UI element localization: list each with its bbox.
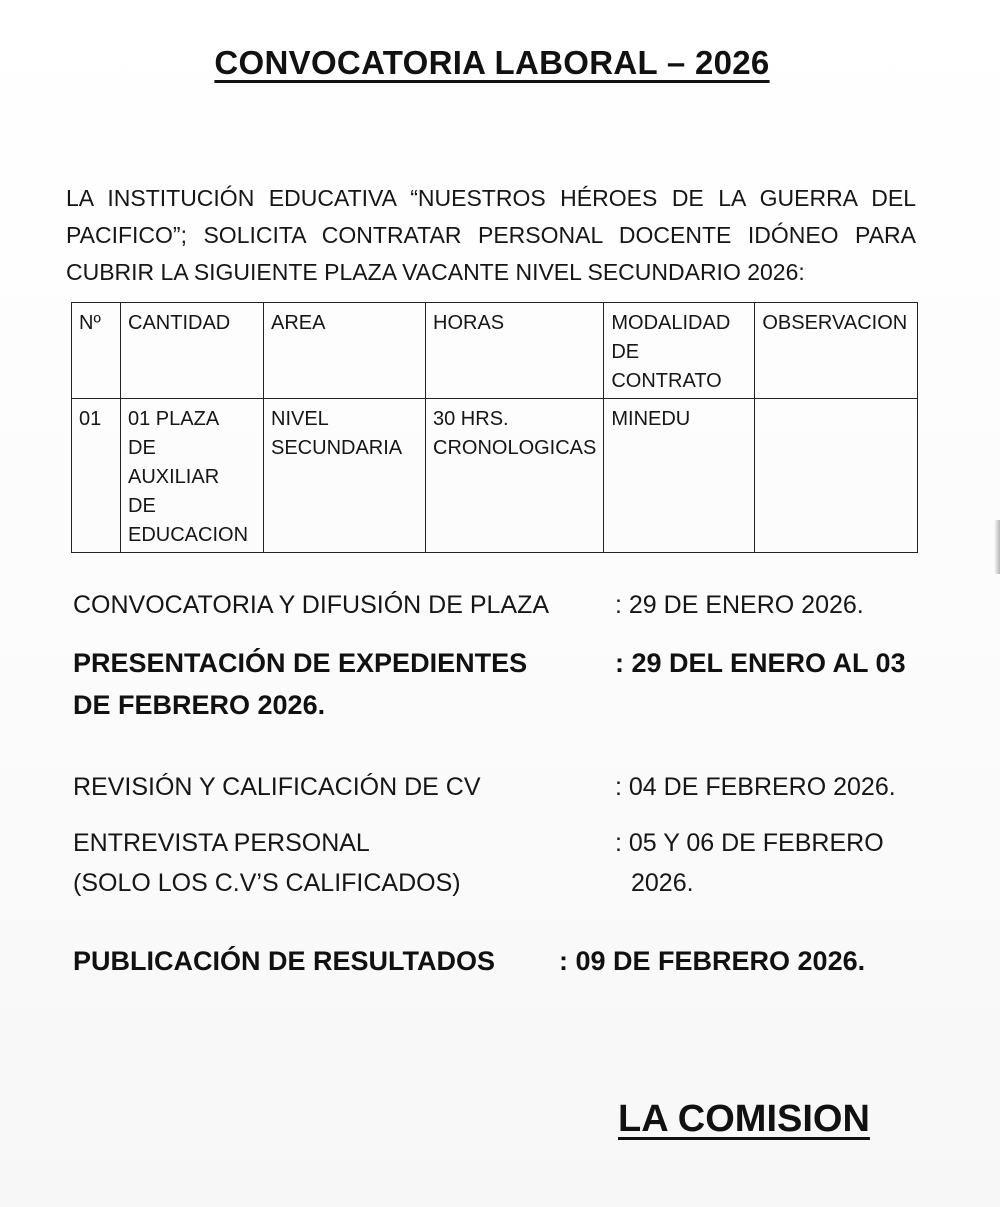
header-observacion: OBSERVACION bbox=[755, 303, 918, 399]
vacancy-table bbox=[71, 302, 918, 553]
schedule-label-continuation: (SOLO LOS C.V’S CALIFICADOS) bbox=[73, 869, 461, 897]
document-title bbox=[0, 44, 984, 82]
schedule-label-continuation: DE FEBRERO 2026. bbox=[73, 690, 326, 720]
document-title-text: CONVOCATORIA LABORAL – 2026 bbox=[214, 44, 770, 81]
schedule-date: : 05 Y 06 DE FEBRERO bbox=[615, 829, 884, 857]
cell-cantidad-text: 01 PLAZA DE AUXILIAR DE EDUCACION bbox=[128, 408, 249, 546]
schedule-date: : 29 DEL ENERO AL 03 bbox=[615, 648, 906, 678]
schedule-date-continuation: 2026. bbox=[631, 869, 694, 897]
cell-modalidad: MINEDU bbox=[604, 399, 755, 553]
cell-horas: 30 HRS. CRONOLOGICAS bbox=[426, 399, 604, 553]
cell-area bbox=[264, 399, 426, 553]
cell-no: 01 bbox=[72, 399, 121, 553]
header-area: AREA bbox=[264, 303, 426, 399]
table-header-row bbox=[72, 303, 918, 399]
header-horas: HORAS bbox=[426, 303, 604, 399]
schedule-label: PUBLICACIÓN DE RESULTADOS bbox=[73, 946, 496, 976]
schedule-label: REVISIÓN Y CALIFICACIÓN DE CV bbox=[73, 773, 481, 801]
schedule-date: : 04 DE FEBRERO 2026. bbox=[615, 773, 896, 801]
intro-paragraph: LA INSTITUCIÓN EDUCATIVA “NUESTROS HÉROES DE LA GUERRA DEL PACIFICO”; SOLICITA CONTRATAR PERSONAL DOCENTE IDÓNEO PARA CUBRIR LA SIGUIENTE PLAZA VACANTE NIVEL SECUNDARIO 2026: bbox=[66, 185, 916, 285]
cell-area-text: NIVEL SECUNDARIA bbox=[271, 408, 403, 459]
schedule-date: : 29 DE ENERO 2026. bbox=[615, 591, 864, 619]
signature-committee: LA COMISION bbox=[618, 1098, 870, 1140]
schedule-label: CONVOCATORIA Y DIFUSIÓN DE PLAZA bbox=[73, 591, 550, 619]
schedule-label: ENTREVISTA PERSONAL bbox=[73, 829, 370, 857]
header-modalidad-text: MODALIDAD DE CONTRATO bbox=[611, 312, 731, 392]
table-row bbox=[72, 399, 918, 553]
schedule-label: PRESENTACIÓN DE EXPEDIENTES bbox=[73, 648, 528, 678]
cell-cantidad bbox=[121, 399, 264, 553]
cell-observacion bbox=[755, 399, 918, 553]
schedule-date: : 09 DE FEBRERO 2026. bbox=[559, 946, 866, 976]
header-cantidad: CANTIDAD bbox=[121, 303, 264, 399]
header-modalidad bbox=[604, 303, 755, 399]
header-no: Nº bbox=[72, 303, 121, 399]
paper-edge-shadow bbox=[994, 520, 1000, 574]
